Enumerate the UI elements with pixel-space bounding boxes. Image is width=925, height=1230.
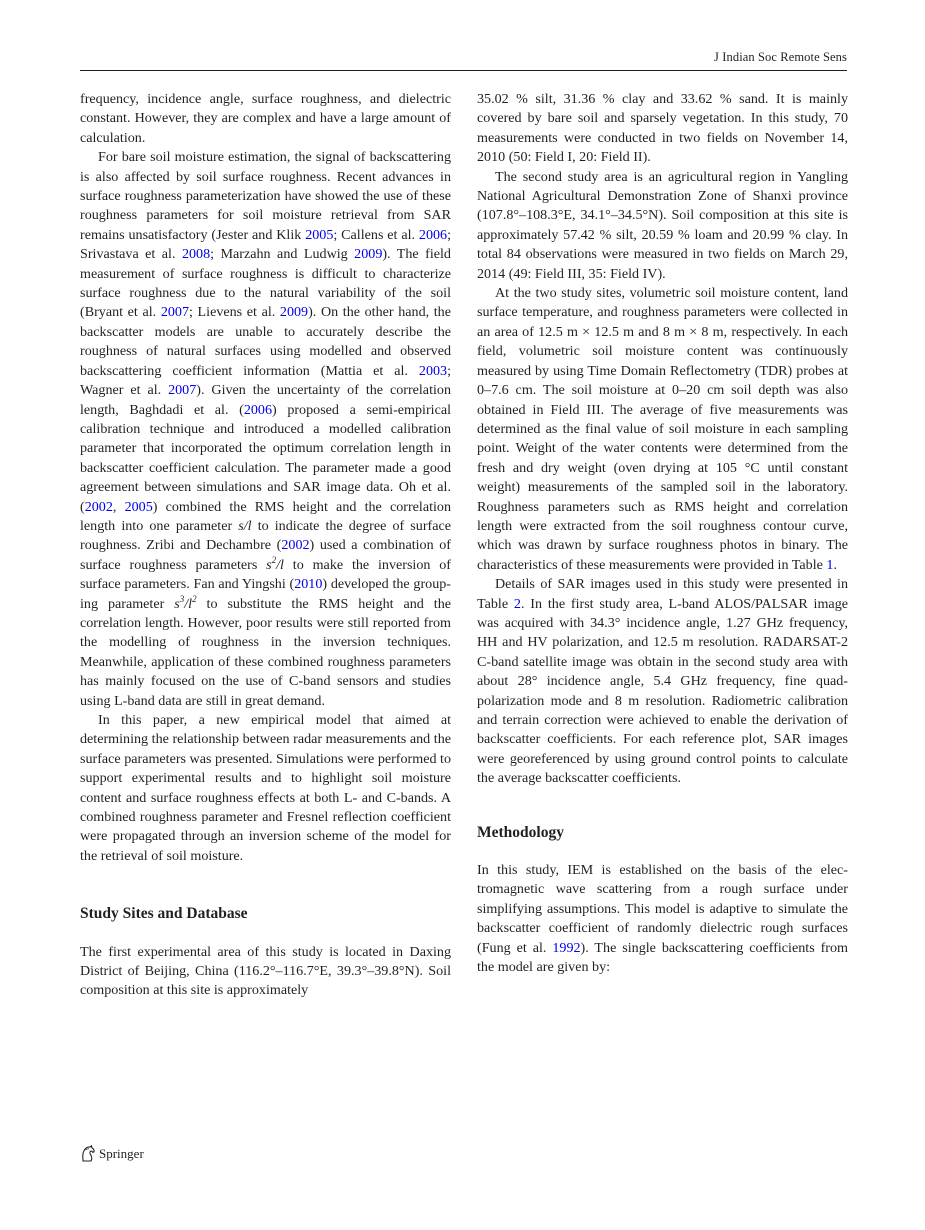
paragraph-measurements: At the two study sites, volumetric soil moisture content, land surface temperature, and roughness parameters were collected in an area of 12.5 m × 12.5 m and 8 m × 8 m, respectively. In each field, volumetric soil moisture content was continuously measured by using Time Domain Reflectometry (TDR) probes at 0–7.6 cm. The soil moisture at 0–20 cm soil depth was also obtained in Field III. The average of five measurements was determined as the final value of soil moisture in each sampling point. Weight of the water contents were determined from the fresh and dry weight (oven drying at 105 °C until constant weight) measurements of the sampled soil in the laboratory. Roughness parameters such as RMS height and correlation length were extracted from the soil roughness contour curve, which was drawn by surface roughness photos in binary. The characteristics of these measurements were provided in Table 1. — [477, 285, 848, 573]
citation-link[interactable]: 2005 — [124, 498, 153, 515]
citation-link[interactable]: 2006 — [243, 401, 272, 418]
citation-link[interactable]: 2007 — [160, 304, 189, 321]
paragraph-second-area: The second study area is an agricultural region in Yangling National Agricultural Demonstration Zone of Shanxi province (107.8°–108.3°E, 34.1°–34.5°N). Soil composition at this site is approximately 57.42 % silt, 20.59 % loam and 20.99 % clay. In total 84 observations were measured in two fields on March 29, 2014 (49: Field III, 35: Field IV). — [477, 168, 848, 282]
citation-link[interactable]: 2003 — [418, 362, 448, 379]
table-reference-link[interactable]: 1 — [826, 556, 834, 573]
citation-link[interactable]: 2002 — [281, 537, 310, 554]
section-heading-study-sites: Study Sites and Database — [80, 905, 248, 923]
footer-publisher — [80, 1145, 144, 1162]
paragraph-iem: In this study, IEM is established on the basis of the electromagnetic wave scattering from a rough surface under simplifying assumptions. This model is adaptive to simulate the backscatter coefficient of randomly dielectric rough surfaces (Fung et al. 1992). The single backscattering coefficients from the model are given by: — [477, 862, 849, 976]
citation-link[interactable]: 2007 — [168, 382, 197, 399]
math-symbol: $s^2/l$ — [266, 554, 284, 573]
paragraph-this-paper: In this paper, a new empirical model that aimed at determining the relationship between radar measurements and the surface parameters was presented. Simulations were performed to support experimental results and to highlight soil moisture content and surface roughness effects at both L- and C-bands. A combined roughness parameter and Fresnel reflection coefficient were propagated through an inversion scheme of the model for the retrieval of soil moisture. — [80, 712, 451, 864]
citation-link[interactable]: 2009 — [354, 246, 383, 263]
math-symbol: s/l — [238, 517, 252, 534]
left-column — [80, 90, 451, 1001]
paragraph-sar-images: Details of SAR images used in this study were presented in Table 2. In the first study area, L-band ALOS/PALSAR image was acquired with 34.3° incidence angle, 1.27 GHz frequency, HH and HV polarization, and 12.5 m resolution. RADARSAT-2 C-band satellite image was obtain in the second study area with about 28° incidence angle, 5.4 GHz frequency, fine quad-polarization mode and 8 m resolution. Radiometric calibration and terrain correction were achieved to enable the derivation of backscatter coefficients. For each reference plot, SAR images were georeferenced by using ground control points to calculate the average backscatter coefficients. — [477, 576, 848, 787]
table-reference-link[interactable]: 2 — [513, 595, 521, 612]
citation-link[interactable]: 2005 — [305, 226, 334, 243]
header-rule — [80, 70, 847, 71]
section-heading-methodology: Methodology — [477, 823, 564, 841]
citation-link[interactable]: 2002 — [84, 498, 113, 515]
citation-link[interactable]: 2006 — [418, 226, 448, 243]
citation-link[interactable]: 2009 — [279, 304, 309, 321]
citation-link[interactable]: 2010 — [294, 576, 323, 593]
running-header-journal: J Indian Soc Remote Sens — [714, 50, 847, 64]
paragraph-roughness-parameterization: For bare soil moisture estimation, the signal of backscattering is also affected by soil surface roughness. Recent advances in surface roughness parameterization have showed the use of these roughness parameters for soil moisture retrieval from SAR remains unsatisfactory (Jester and Klik 2005; Callens et al. 2006; Srivastava et al. 2008; Marzahn and Ludwig 2009). The field measurement of surface roughness is difficult to characterize surface roughness due to the natural variability of the soil (Bryant et al. 2007; Lievens et al. 2009). On the other hand, the backscatter models are unable to accurately describe the roughness of natural surfaces using modelled and observed backscattering coefficient information (Mattia et al. 2003; Wagner et al. 2007). Given the uncertainty of the correlation length, Baghdadi et al. (2006) proposed a semi-empirical calibration technique and introduced a modelled calibration parameter that incorporated the optimum correlation length in backscatter coefficient calculation. The parameter made a good agreement between simulations and SAR image data. Oh et al. (2002, 2005) combined the RMS height and the correlation length into one parameter s/l to indicate the degree of surface roughness. Zribi and Dechambre (2002) used a combination of surface roughness parameters $s^2/l$ to make the inversion of surface parameters. Fan and Yingshi (2010) developed the grouping parameter $s^3/l^2$ to substitute the RMS height and the correlation length. However, poor results were still reported from the modelling of roughness in the inversion techniques. Meanwhile, application of these combined roughness parameters has mainly focused on the use of C-band sensors and studies using L-band data are still in great demand. — [80, 149, 452, 709]
paragraph-soil-composition: 35.02 % silt, 31.36 % clay and 33.62 % sand. It is mainly covered by bare soil and sparsely vegetation. In this study, 70 measurements were conducted in two fields on November 14, 2010 (50: Field I, 20: Field II). — [477, 91, 848, 166]
math-symbol: $s^3/l^2$ — [174, 593, 197, 612]
right-column — [477, 90, 848, 977]
citation-link[interactable]: 2008 — [181, 246, 211, 263]
springer-horse-icon — [80, 1145, 96, 1162]
footer-springer-label: Springer — [99, 1145, 144, 1161]
paragraph-continuation: frequency, incidence angle, surface roughness, and dielectric constant. However, they are complex and have a large amount of calculation. — [80, 91, 451, 146]
citation-link[interactable]: 1992 — [552, 939, 581, 956]
paragraph-first-area: The first experimental area of this study is located in Daxing District of Beijing, China (116.2°–116.7°E, 39.3°–39.8°N). Soil composition at this site is approximately — [80, 943, 451, 999]
